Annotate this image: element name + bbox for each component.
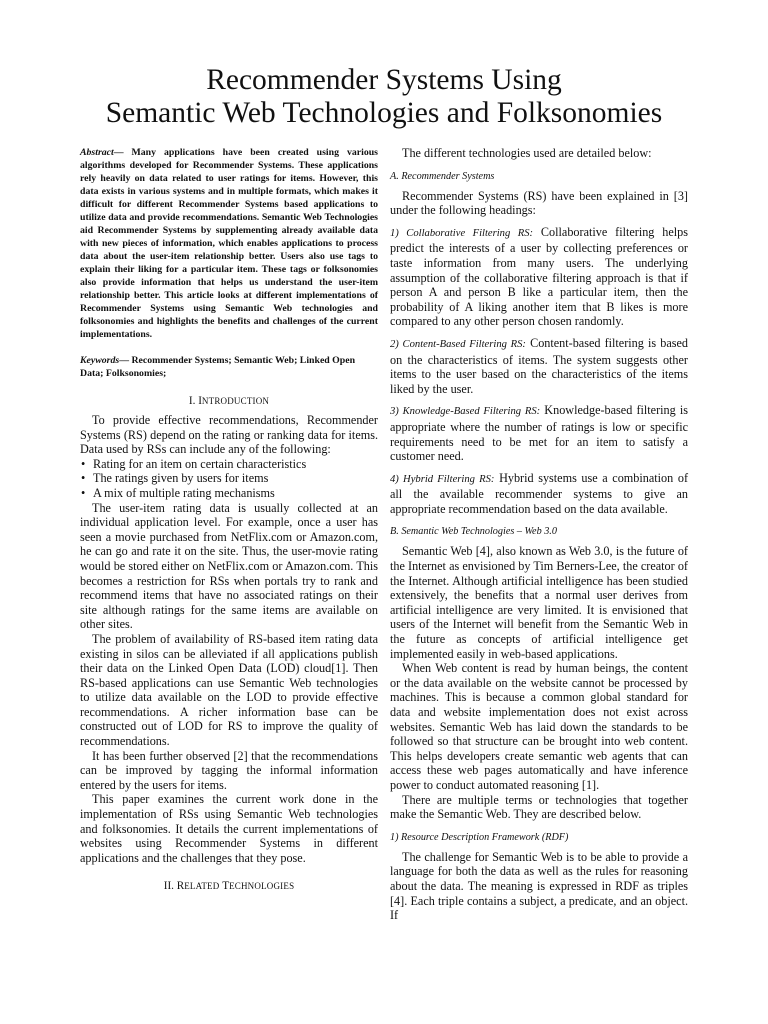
keywords-label: Keywords — [80, 355, 120, 366]
abstract-text: — Many applications have been created using various algorithms developed for Recommender Systems. These applications rely heavily on data related to user ratings for items. However, this data exists in various systems and in multiple formats, which makes it difficult for different Recommender Systems based applications to utilize data and provide recommendations. Semantic Web Technologies aid Recommender Systems by supplementing already available data with new pieces of information, which enables applications to process data about the user-item relationship better. Users also use tags to explain their liking for a particular item. These tags or folksonomies also provide information that helps us understand the user-item relationship better. This article looks at different implementations of Recommender Systems using Semantic Web technologies and folksonomies and highlights the benefits and challenges of the current implementations. — [80, 147, 378, 340]
section-initial: R — [176, 880, 185, 893]
intro-paragraph-2: The user-item rating data is usually collected at an individual application level. For example, once a user has seen a movie purchased from NetFlix.com or Amazon.com, he can go and rate it on the site. Thus, the user-movie rating would be stored either on NetFlix.com or Amazon.com. This becomes a restriction for RSs when portals try to rank and recommend items that have no associated ratings on their site although ratings for the same items are available on other sites. — [80, 500, 378, 632]
recommender-intro-paragraph: Recommender Systems (RS) have been explained in [3] under the following headings: — [390, 188, 688, 218]
semantic-web-paragraph-3: There are multiple terms or technologies that together make the Semantic Web. They are described below. — [390, 792, 688, 822]
hybrid-filtering-label: 4) Hybrid Filtering RS: — [390, 473, 495, 485]
list-item: • The ratings given by users for items — [91, 471, 378, 486]
intro-paragraph-3: The problem of availability of RS-based item rating data existing in silos can be alleviated if all applications publish their data on the Linked Open Data (LOD) cloud[1]. Then RS-based applications can use Semantic Web technologies to utilize data available on the LOD to provide effective recommendations. A richer information base can be constructed out of LOD for RS to improve the quality of recommendations. — [80, 631, 378, 749]
abstract — [80, 146, 378, 341]
hybrid-filtering-text: Hybrid systems use a combination of all the available recommender systems to give an appropriate recommendation based on the data available. — [390, 470, 688, 516]
content-based-text: Content-based filtering is based on the characteristics of items. The system suggests other items to the user based on the characteristics of the items liked by the user. — [390, 335, 688, 396]
semantic-web-paragraph-1: Semantic Web [4], also known as Web 3.0, is the future of the Internet as envisioned by Tim Berners-Lee, the creator of the Internet. Although artificial intelligence has been studied extensively, the benefits that a normal user derives from artificial intelligence are very limited. It is envisioned that users of the Internet will benefit from the Semantic Web in the future as concepts of artificial intelligence get implemented easily in web-based applications. — [390, 544, 688, 661]
section-rest: ECHNOLOGIES — [229, 881, 295, 892]
hybrid-filtering-paragraph — [390, 471, 688, 517]
collaborative-filtering-paragraph — [390, 225, 688, 329]
left-column — [80, 146, 378, 898]
section-heading-introduction — [80, 394, 378, 408]
related-intro: The different technologies used are detailed below: — [402, 146, 652, 160]
section-initial: T — [222, 880, 230, 893]
list-item: • Rating for an item on certain characteristics — [91, 457, 378, 472]
rdf-paragraph: The challenge for Semantic Web is to be able to provide a language for both the data as well as the rules for reasoning about the data. The meaning is expressed in RDF as triples [4]. Each triple contains a subject, a predicate, and an object. If — [390, 849, 688, 923]
knowledge-based-label: 3) Knowledge-Based Filtering RS: — [390, 406, 541, 418]
right-column — [390, 146, 688, 923]
paper-title — [0, 64, 768, 130]
section-initial: I — [198, 395, 202, 407]
collaborative-filtering-label: 1) Collaborative Filtering RS: — [390, 227, 534, 239]
collaborative-filtering-text: Collaborative filtering helps predict the interests of a user by collecting preferences or taste information from many users. The underlying assumption of the collaborative filtering approach is that if person A and person B like a particular item, then the probability of A liking another item that B likes is more compared to any other person chosen randomly. — [390, 224, 688, 329]
intro-paragraph-5: This paper examines the current work done in the implementation of RSs using Semantic Web technologies and folksonomies. It details the current implementations of websites using Recommender Systems in different applications and the challenges that they pose. — [80, 792, 378, 865]
list-item: • A mix of multiple rating mechanisms — [91, 486, 378, 501]
content-based-label: 2) Content-Based Filtering RS: — [390, 338, 526, 350]
content-based-paragraph — [390, 336, 688, 396]
section-heading-related-technologies — [80, 879, 378, 893]
subsection-recommender-systems: A. Recommender Systems — [390, 170, 495, 182]
section-rest: NTRODUCTION — [201, 396, 270, 406]
title-line-1: Recommender Systems Using — [206, 64, 562, 96]
keywords — [80, 354, 378, 380]
section-rest: ELATED — [184, 881, 220, 892]
section-number: II. — [163, 880, 174, 893]
semantic-web-paragraph-2: When Web content is read by human beings, the content or the data available on the website cannot be processed by machines. This is because a common global standard for data and website implementation does not exist across websites. Semantic Web has laid down the standards to be followed so that structure can be brought into web content. This helps developers create semantic web agents that can access these web pages automatically and have inference power to conduct automated reasoning [1]. — [390, 661, 688, 792]
knowledge-based-paragraph — [390, 403, 688, 463]
subsection-rdf: 1) Resource Description Framework (RDF) — [390, 831, 569, 843]
intro-paragraph-4: It has been further observed [2] that the recommendations can be improved by tagging the informal information entered by the users for items. — [80, 748, 378, 792]
keywords-text: — Recommender Systems; Semantic Web; Linked Open Data; Folksonomies; — [80, 355, 356, 379]
title-line-2: Semantic Web Technologies and Folksonomies — [105, 97, 663, 129]
intro-paragraph-1: To provide effective recommendations, Recommender Systems (RS) depend on the rating or ranking data for items. Data used by RSs can include any of the following: — [80, 413, 378, 457]
knowledge-based-text: Knowledge-based filtering is appropriate where the number of ratings is low or specific requirements need to be met for an item to satisfy a customer need. — [390, 403, 688, 464]
rating-bullet-list — [80, 457, 378, 501]
abstract-label: Abstract — [80, 147, 114, 158]
subsection-semantic-web: B. Semantic Web Technologies – Web 3.0 — [390, 526, 557, 538]
section-number: I. — [188, 395, 196, 407]
